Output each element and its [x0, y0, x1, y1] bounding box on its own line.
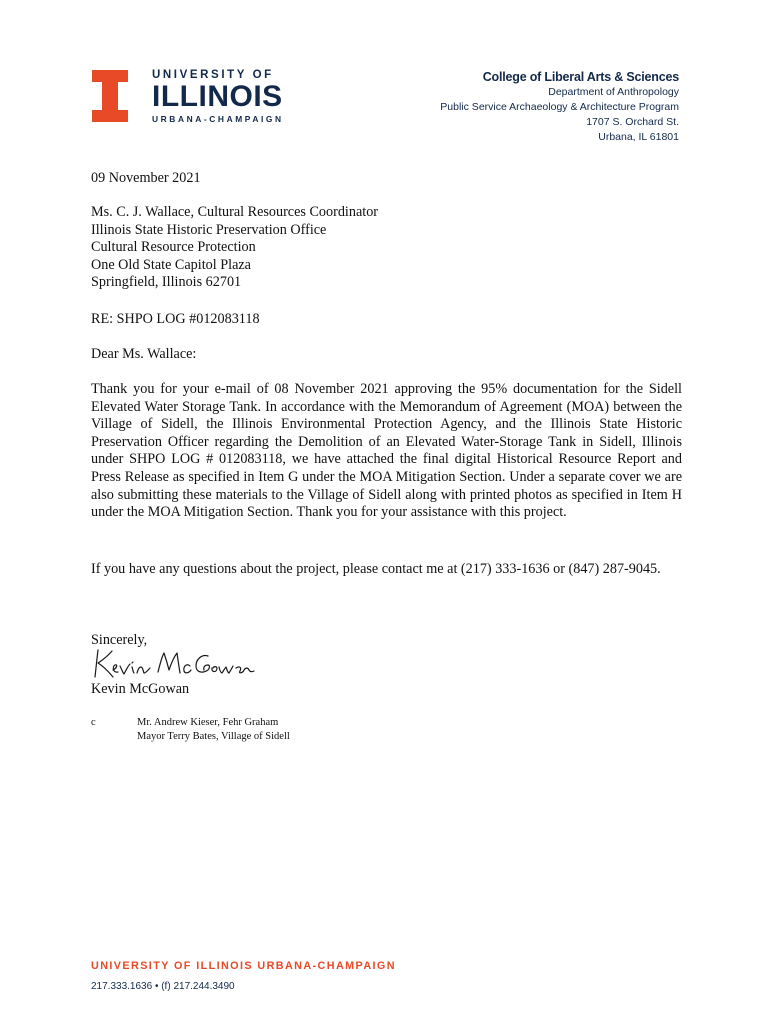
street-address: 1707 S. Orchard St. [586, 116, 679, 128]
program-name: Public Service Archaeology & Architecture Program [440, 101, 679, 113]
recipient-line: Illinois State Historic Preservation Office [91, 221, 327, 238]
recipient-address [91, 204, 682, 292]
body-paragraph-2: If you have any questions about the project, please contact me at (217) 333-1636 or (847) 287-9045. [91, 561, 661, 577]
recipient-line: Springfield, Illinois 62701 [91, 274, 242, 291]
recipient-line: Cultural Resource Protection [91, 239, 256, 256]
signer-name: Kevin McGowan [91, 681, 190, 697]
wordmark-line-2: ILLINOIS [152, 80, 283, 113]
letter-date: 09 November 2021 [91, 170, 201, 186]
wordmark-line-1: UNIVERSITY OF [152, 69, 274, 81]
cc-recipient: Mayor Terry Bates, Village of Sidell [137, 731, 290, 742]
reference-line: RE: SHPO LOG #012083118 [91, 311, 260, 327]
wordmark-line-3: URBANA-CHAMPAIGN [152, 114, 284, 124]
footer-university: UNIVERSITY OF ILLINOIS URBANA-CHAMPAIGN [91, 960, 396, 972]
closing: Sincerely, [91, 632, 148, 648]
salutation: Dear Ms. Wallace: [91, 346, 197, 362]
recipient-line: One Old State Capitol Plaza [91, 256, 251, 273]
cc-label: c [91, 717, 96, 728]
department-name: Department of Anthropology [548, 86, 679, 98]
university-wordmark [152, 69, 284, 125]
city-address: Urbana, IL 61801 [598, 131, 679, 143]
cc-recipient: Mr. Andrew Kieser, Fehr Graham [137, 717, 279, 728]
handwritten-signature [92, 646, 257, 680]
block-i-logo-icon [92, 70, 128, 122]
department-address [440, 69, 679, 145]
recipient-line: Ms. C. J. Wallace, Cultural Resources Coordinator [91, 204, 379, 220]
body-paragraph-1: Thank you for your e-mail of 08 November 2021 approving the 95% documentation for the Sidell Elevated Water Storage Tank. In accordance with the Memorandum of Agreement (MOA) between the Village of Sidell, the Illinois Environmental Protection Agency, and the Illinois State Historic Preservation Officer regarding the Demolition of an Elevated Water-Storage Tank in Sidell, Illinois under SHPO LOG # 012083118, we have attached the final digital Historical Resource Report and Press Release as specified in Item G under the MOA Mitigation Section. Under a separate cover we are also submitting these materials to the Village of Sidell along with printed photos as specified in Item H under the MOA Mitigation Section. Thank you for your assistance with this project. [91, 381, 682, 521]
footer-phone: 217.333.1636 • (f) 217.244.3490 [91, 981, 235, 992]
cc-list [137, 716, 290, 744]
college-name: College of Liberal Arts & Sciences [482, 70, 679, 84]
